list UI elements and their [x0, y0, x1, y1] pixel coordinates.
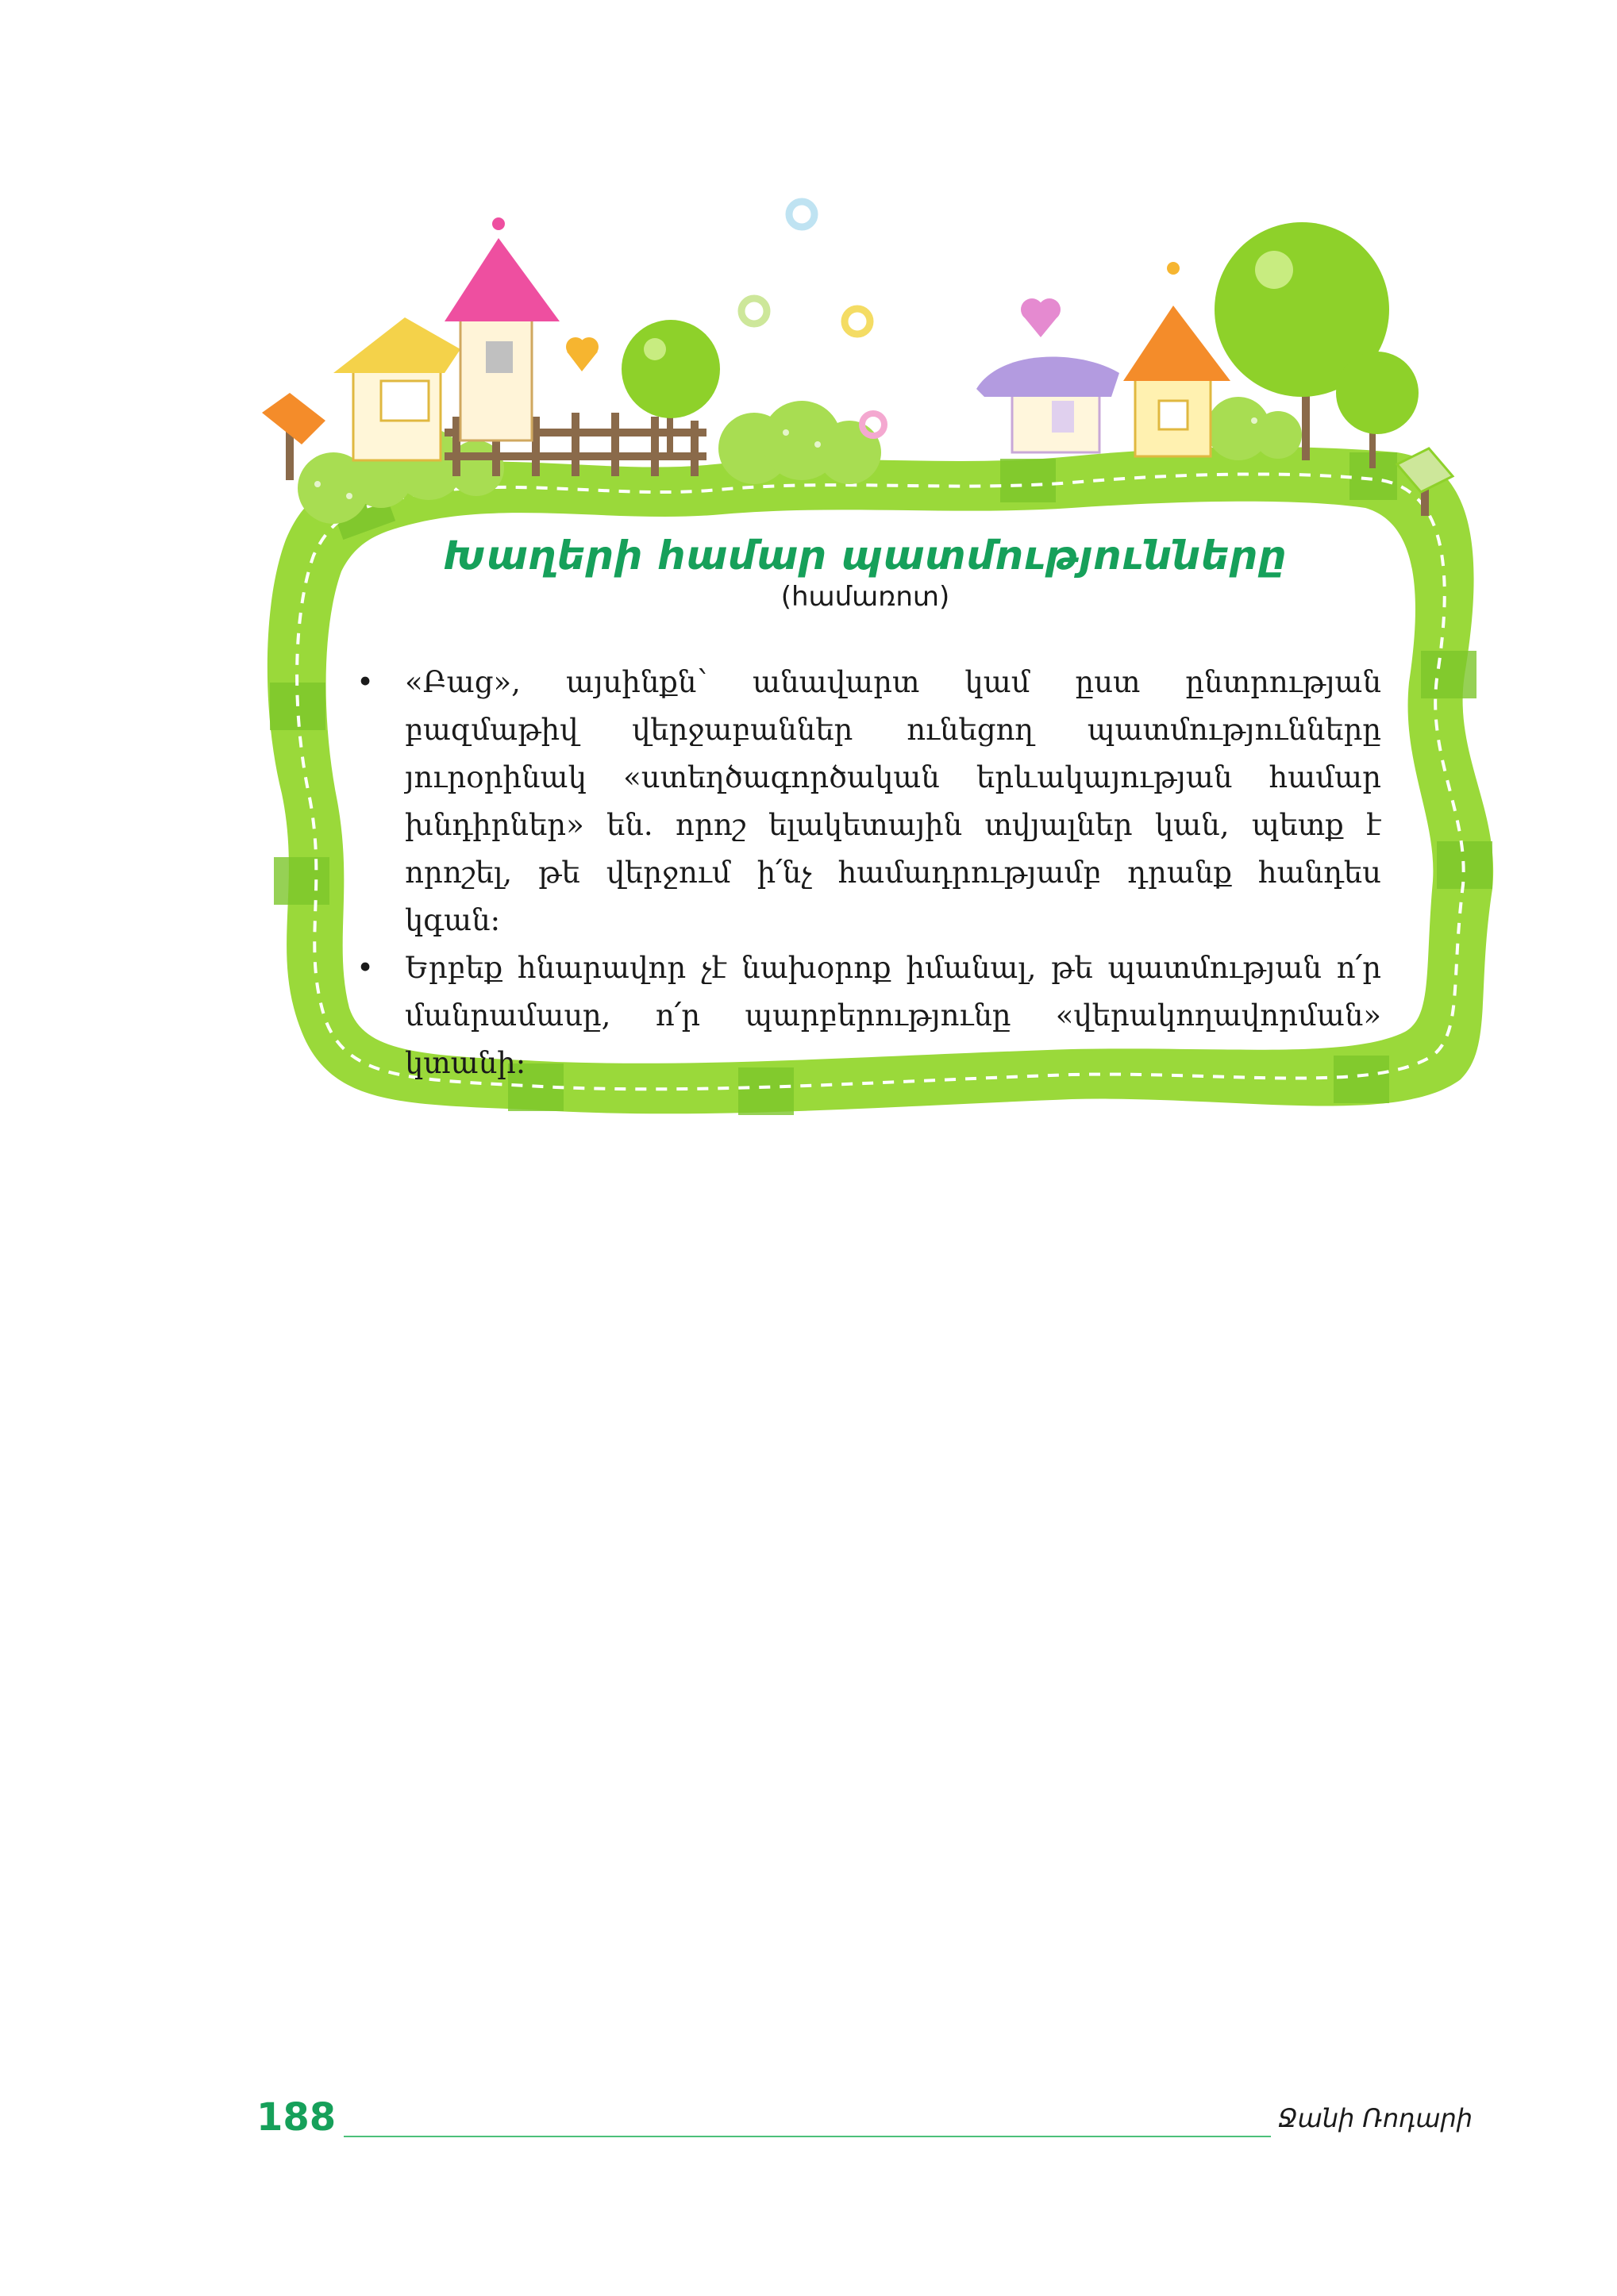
bullet-marker: •	[356, 665, 374, 699]
footer-rule	[344, 2136, 1271, 2137]
bullet-item	[349, 944, 1381, 1087]
bullet-item	[349, 659, 1381, 944]
purple-house-icon	[976, 357, 1119, 452]
bullet-marker: •	[356, 951, 374, 985]
bullet-list	[349, 659, 1381, 1087]
bullet-text: «Բաց», այսինքն՝ անավարտ կամ ըստ ընտրության բազմաթիվ վերջաբաններ ունեցող պատմությունները յուրօրինակ «ստեղծագործական երևակայության համար խնդիրներ» են. որոշ ելակետային տվյալներ կան, պետք է որոշել, թե վերջում ի՛նչ համադրությամբ դրանք հանդես կգան։	[405, 665, 1381, 937]
box-subtitle: (համառոտ)	[780, 581, 950, 613]
pink-house-icon	[445, 217, 560, 440]
page-number: 188	[256, 2095, 337, 2140]
bullet-text: Երբեք հնարավոր չէ նախօրոք իմանալ, թե պատմության ո՛ր մանրամասը, ո՛ր պարբերությունը «վերակողավորման» կտանի։	[405, 951, 1381, 1080]
yellow-house-icon	[333, 317, 460, 460]
box-title: Խաղերի համար պատմությունները	[443, 533, 1288, 579]
footer-author: Ջանի Ռոդարի	[1278, 2103, 1473, 2133]
